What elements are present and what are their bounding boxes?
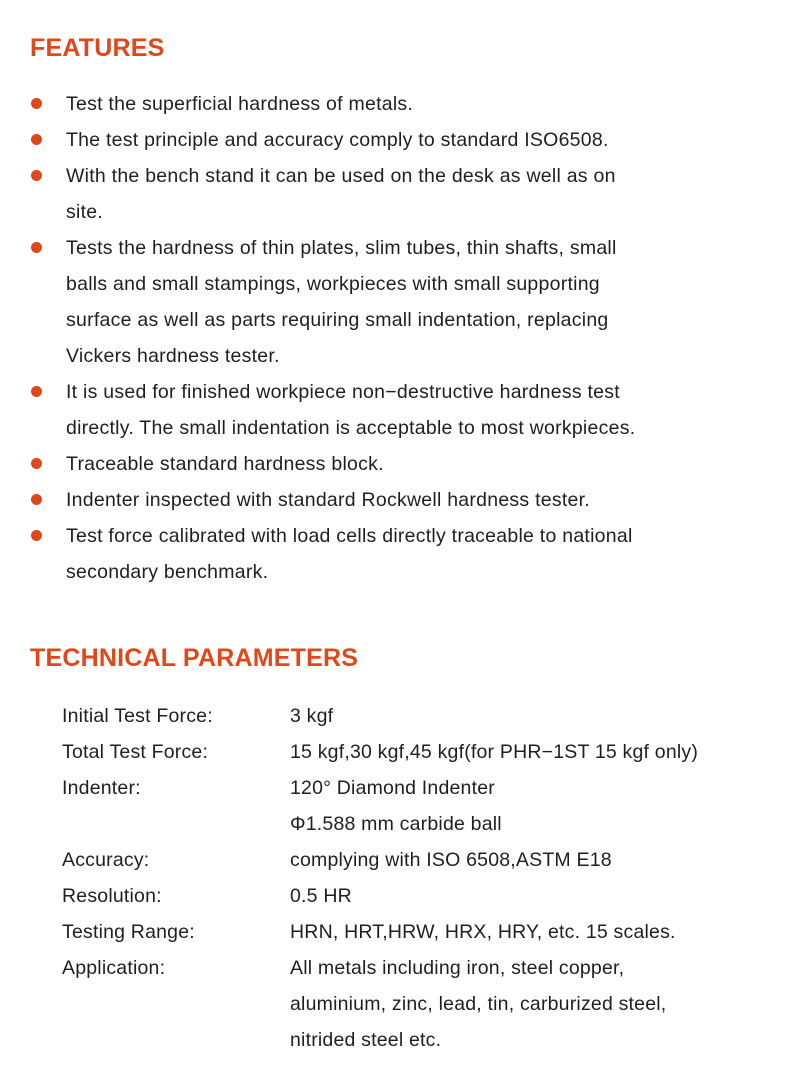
- feature-line: Test force calibrated with load cells directly traceable to national: [66, 525, 633, 547]
- bullet-dot-icon: [31, 530, 42, 541]
- feature-item: [28, 230, 768, 374]
- parameter-value: 15 kgf,30 kgf,45 kgf(for PHR−1ST 15 kgf only): [290, 741, 699, 763]
- feature-line: secondary benchmark.: [66, 561, 269, 583]
- bullet-dot-icon: [31, 494, 42, 505]
- parameter-values: [290, 950, 666, 1058]
- feature-line: Traceable standard hardness block.: [66, 453, 384, 475]
- parameter-values: [290, 842, 612, 878]
- feature-line: It is used for finished workpiece non−destructive hardness test: [66, 381, 620, 403]
- feature-line: Indenter inspected with standard Rockwell hardness tester.: [66, 489, 590, 511]
- parameter-label: Total Test Force:: [62, 741, 209, 763]
- feature-line: Vickers hardness tester.: [66, 345, 280, 367]
- parameter-row: [62, 842, 782, 878]
- feature-item: [28, 518, 768, 590]
- parameter-label: Initial Test Force:: [62, 705, 213, 727]
- parameter-value: complying with ISO 6508,ASTM E18: [290, 849, 612, 871]
- bullet-dot-icon: [31, 170, 42, 181]
- feature-item: [28, 158, 768, 230]
- feature-line: site.: [66, 201, 104, 223]
- parameter-label: Testing Range:: [62, 921, 195, 943]
- parameter-values: [290, 698, 333, 734]
- parameter-value: All metals including iron, steel copper,: [290, 957, 625, 979]
- parameter-values: [290, 734, 698, 770]
- parameter-row: [62, 698, 782, 734]
- feature-line: With the bench stand it can be used on the desk as well as on: [66, 165, 616, 187]
- parameter-label: Application:: [62, 957, 166, 979]
- feature-item: [28, 374, 768, 446]
- parameter-row: [62, 770, 782, 842]
- parameter-value: 3 kgf: [290, 705, 334, 727]
- parameter-label: Accuracy:: [62, 849, 150, 871]
- feature-item: [28, 86, 768, 122]
- parameter-label: Resolution:: [62, 885, 162, 907]
- parameter-row: [62, 950, 782, 1058]
- features-heading: FEATURES: [30, 34, 165, 62]
- technical-parameters-table: [62, 698, 782, 1058]
- parameter-values: [290, 878, 352, 914]
- parameter-value: HRN, HRT,HRW, HRX, HRY, etc. 15 scales.: [290, 921, 676, 943]
- parameter-value: 0.5 HR: [290, 885, 352, 907]
- feature-line: directly. The small indentation is acceptable to most workpieces.: [66, 417, 636, 439]
- feature-line: Tests the hardness of thin plates, slim tubes, thin shafts, small: [66, 237, 617, 259]
- bullet-dot-icon: [31, 458, 42, 469]
- technical-parameters-heading: TECHNICAL PARAMETERS: [30, 644, 359, 672]
- parameter-value: nitrided steel etc.: [290, 1029, 442, 1051]
- feature-line: The test principle and accuracy comply to standard ISO6508.: [66, 129, 609, 151]
- bullet-dot-icon: [31, 98, 42, 109]
- feature-item: [28, 122, 768, 158]
- bullet-dot-icon: [31, 242, 42, 253]
- parameter-value: 120° Diamond Indenter: [290, 777, 495, 799]
- parameter-row: [62, 734, 782, 770]
- parameter-row: [62, 914, 782, 950]
- parameter-values: [290, 770, 502, 842]
- parameter-value: Φ1.588 mm carbide ball: [290, 813, 502, 835]
- feature-line: Test the superficial hardness of metals.: [66, 93, 414, 115]
- feature-item: [28, 446, 768, 482]
- parameter-label: Indenter:: [62, 777, 141, 799]
- parameter-value: aluminium, zinc, lead, tin, carburized steel,: [290, 993, 667, 1015]
- parameter-row: [62, 878, 782, 914]
- features-list: [28, 86, 768, 590]
- feature-line: surface as well as parts requiring small indentation, replacing: [66, 309, 609, 331]
- bullet-dot-icon: [31, 134, 42, 145]
- bullet-dot-icon: [31, 386, 42, 397]
- feature-item: [28, 482, 768, 518]
- parameter-values: [290, 914, 676, 950]
- feature-line: balls and small stampings, workpieces with small supporting: [66, 273, 600, 295]
